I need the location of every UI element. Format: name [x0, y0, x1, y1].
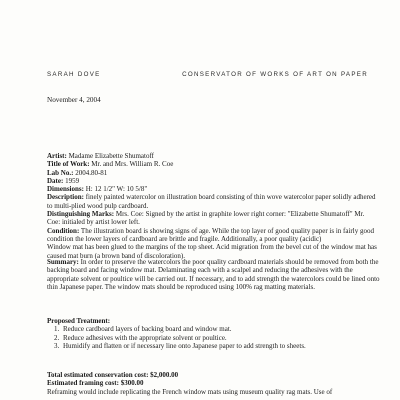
framing-note: Reframing would include replicating the French window mats using museum quality rag mats. Use of — [47, 387, 333, 396]
artist-row — [47, 152, 377, 160]
date-value: 1959 — [65, 176, 80, 185]
artist-label: Artist: — [47, 152, 67, 160]
description-label: Description: — [47, 193, 84, 202]
framing-cost-label: Estimated framing cost: — [47, 379, 119, 388]
dimensions-row — [47, 185, 377, 193]
artwork-fields — [47, 152, 377, 260]
proposed-treatment-heading: Proposed Treatment: — [47, 317, 111, 325]
date-label: Date: — [47, 176, 64, 185]
framing-cost-value: $300.00 — [120, 379, 144, 388]
marks-label: Distinguishing Marks: — [47, 210, 115, 219]
date-row — [47, 177, 377, 185]
summary-label: Summary: — [47, 258, 79, 266]
condition-row — [47, 227, 377, 244]
marks-value: Mrs. Coe: Signed by the artist in graphite lower right corner: "Elizabette Shumatoff" Mr. Coe: initialed by artist lower left. — [47, 210, 365, 227]
conservation-cost-value: $2,000.00 — [150, 371, 179, 379]
letterhead-title: CONSERVATOR OF WORKS OF ART ON PAPER — [182, 71, 368, 78]
conservation-cost-label: Total estimated conservation cost: — [47, 371, 149, 379]
dimensions-value: H: 12 1/2" W: 10 5/8" — [85, 185, 148, 194]
lab-value: 2004.80-81 — [75, 168, 108, 177]
description-value: finely painted watercolor on illustration board consisting of thin wove watercolor paper solidly adhered to multi-plied wood pulp cardboard. — [47, 193, 376, 210]
conservation-cost-row — [47, 371, 381, 379]
dimensions-label: Dimensions: — [47, 185, 84, 194]
title-row — [47, 160, 377, 168]
artist-value: Madame Elizabette Shumatoff — [68, 152, 154, 160]
lab-row — [47, 169, 377, 177]
list-item: 1. Reduce cardboard layers of backing board and window mat. — [61, 325, 381, 333]
lab-label: Lab No.: — [47, 168, 74, 177]
marks-row — [47, 210, 377, 227]
letterhead-name: SARAH DOVE — [47, 71, 101, 78]
condition-continued: Window mat has been glued to the margins of the top sheet. Acid migration from the bevel cut of the window mat has caused mat burn (a brown band of discoloration). — [47, 243, 377, 260]
summary-text: In order to preserve the watercolors the poor quality cardboard materials should be removed from both the backing board and facing window mat. Delaminating each with a scalpel and reducing the adhesives with the appropriate solvent or poultice will be carried out. If necessary, and to add strength the watercolors could be lined onto thin Japanese paper. The window mats should be reproduced using 100% rag matting materials. — [47, 258, 380, 291]
condition-label: Condition: — [47, 226, 80, 235]
title-label: Title of Work: — [47, 160, 90, 169]
costs-section — [47, 371, 381, 396]
document-date: November 4, 2004 — [47, 96, 101, 104]
condition-value: The illustration board is showing signs of age. While the top layer of good quality paper is in fairly good condition the lower layers of cardboard are brittle and fragile. Additionally, a poor quality (acidic) — [47, 226, 374, 243]
letterhead — [47, 71, 368, 81]
title-value: Mr. and Mrs. William R. Coe — [91, 160, 174, 169]
list-item: 2. Reduce adhesives with the appropriate solvent or poultice. — [61, 334, 381, 342]
description-row — [47, 193, 377, 210]
summary-section — [47, 258, 381, 291]
proposed-treatment-section — [47, 317, 381, 350]
treatment-list — [47, 325, 381, 350]
list-item: 3. Humidify and flatten or if necessary line onto Japanese paper to add strength to sheets. — [61, 342, 381, 350]
framing-cost-row — [47, 379, 381, 387]
